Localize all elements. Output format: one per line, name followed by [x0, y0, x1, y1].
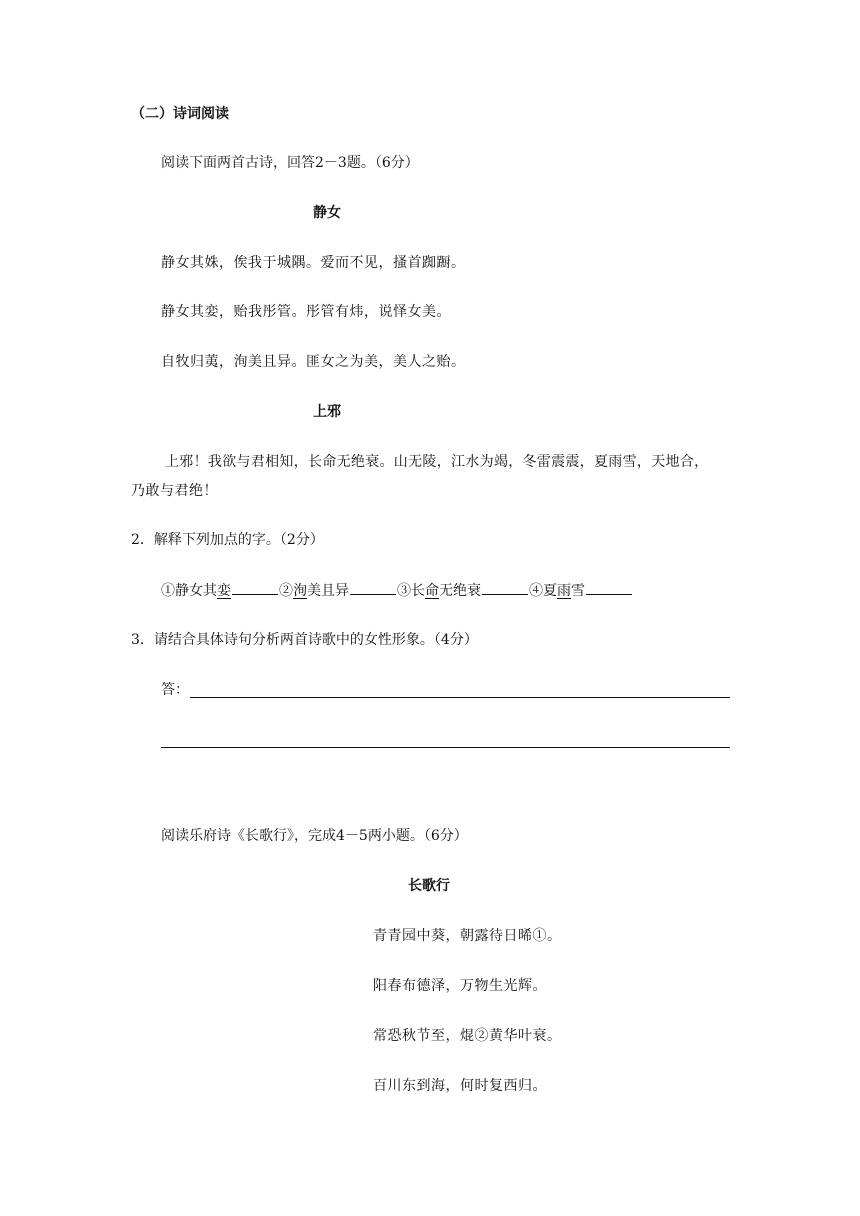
- poem1-line-1: 静女其姝，俟我于城隅。爱而不见，搔首踟蹰。: [161, 255, 466, 271]
- keyword-ming: 命: [425, 583, 439, 599]
- poem3-title: 长歌行: [408, 878, 450, 894]
- poem1-line-2: 静女其娈，贻我彤管。彤管有炜，说怿女美。: [161, 304, 451, 320]
- answer-blank-2[interactable]: [350, 580, 396, 595]
- poem2-line-1: 上邪！我欲与君相知，长命无绝衰。山无陵，江水为竭，冬雷震震，夏雨雪，天地合，: [165, 454, 709, 470]
- instruction-1: 阅读下面两首古诗，回答2－3题。（6分）: [161, 155, 419, 171]
- poem3-line-1: 青青园中葵，朝露待日晞①。: [373, 928, 562, 944]
- answer-label: 答：: [161, 682, 189, 698]
- section-title: （二）诗词阅读: [131, 106, 229, 122]
- poem3-line-2: 阳春布德泽，万物生光辉。: [373, 978, 547, 994]
- poem1-title: 静女: [313, 205, 341, 221]
- poem2-title: 上邪: [313, 404, 341, 420]
- answer-line-1[interactable]: [190, 697, 730, 698]
- poem1-line-3: 自牧归荑，洵美且异。匪女之为美，美人之贻。: [161, 354, 466, 370]
- answer-line-2[interactable]: [161, 747, 730, 748]
- poem3-line-3: 常恐秋节至，焜②黄华叶衰。: [373, 1028, 562, 1044]
- question-2-stem: 2．解释下列加点的字。（2分）: [131, 532, 324, 548]
- question-3-stem: 3．请结合具体诗句分析两首诗歌中的女性形象。（4分）: [131, 632, 478, 648]
- answer-blank-4[interactable]: [586, 580, 632, 595]
- poem3-line-4: 百川东到海，何时复西归。: [373, 1078, 547, 1094]
- poem2-line-2: 乃敢与君绝！: [131, 483, 218, 499]
- instruction-2: 阅读乐府诗《长歌行》，完成4－5两小题。（6分）: [161, 828, 468, 844]
- question-2-items: ①静女其娈 ②洵美且异 ③长命无绝衰 ④夏雨雪: [161, 580, 633, 601]
- answer-blank-3[interactable]: [482, 580, 528, 595]
- keyword-xun: 洵: [293, 583, 307, 599]
- keyword-luan: 娈: [217, 583, 231, 599]
- keyword-yu: 雨: [557, 583, 571, 599]
- answer-blank-1[interactable]: [232, 580, 278, 595]
